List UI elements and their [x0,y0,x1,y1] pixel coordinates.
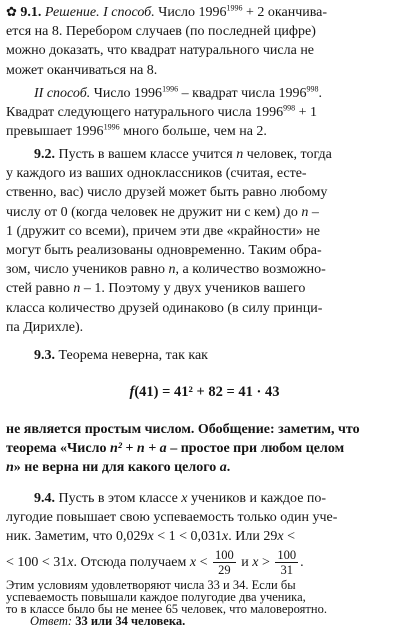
expression: n² + n + a [109,441,167,457]
variable: x [222,529,229,545]
fraction-denominator: 29 [218,563,231,578]
text-span: – [308,204,319,220]
variable: a [219,460,227,476]
fraction-numerator: 100 [277,548,297,563]
fraction-100-31 [275,548,298,577]
solution-9-2 [6,145,404,337]
text-span: – простое при любом целом [166,441,345,457]
text-line: Этим условиям удовлетворяют числа 33 и 34. Если бы [6,578,296,592]
text-span: . [318,86,323,101]
method-label: II способ. [34,86,91,101]
variable: n [168,262,176,278]
text-line: не является простым числом. Обобщение: заметим, что [6,422,360,437]
text-span: < [283,529,295,545]
text-span: учеников и каждое по- [187,491,327,506]
solution-9-1-method-1 [6,2,404,80]
text-span: человек, тогда [243,147,332,162]
variable: x [147,529,154,545]
text-span: превышает 1996 [6,124,104,140]
text-line: успеваемость повышали каждое полугодие два ученика, [6,590,306,604]
text-span: < [196,555,211,570]
problem-number: 9.3. [34,348,55,363]
exponent: 998 [283,103,296,113]
solution-9-1-method-2 [6,84,404,142]
problem-number: 9.1. [20,5,42,20]
text-line: ется на 8. Перебором случаев (по последней цифре) [6,24,316,40]
text-span: и [237,555,253,570]
exponent: 1996 [103,122,120,132]
text-span: Число 1996 [154,5,227,20]
text-span: Квадрат следующего натурального числа 1996 [6,105,284,121]
text-span: Число 1996 [90,86,163,101]
text-line: па Дирихле). [6,319,84,335]
text-line: класса количество друзей одинаково (в силу принци- [6,300,323,316]
formula-text: (41) = 41² + 82 = 41 · 43 [134,384,280,400]
text-span: . [300,555,304,570]
text-span: зом, число учеников равно [6,262,169,278]
fraction-100-29 [213,548,236,577]
variable: n [301,204,309,220]
text-span: Пусть в вашем классе учится [55,147,237,162]
text-line: может оканчиваться на 8. [6,62,158,78]
variable: x [277,529,284,545]
problem-number: 9.2. [34,147,55,162]
text-line: 1 (дружит со всеми), причем эти две «крайности» не [6,223,321,239]
text-span: + 1 [295,105,317,121]
solution-9-3-body [6,420,404,478]
solution-9-4 [6,489,404,547]
text-span: > [258,555,274,570]
text-span: – квадрат числа 1996 [178,86,307,101]
solution-9-3-intro [6,346,404,365]
answer-label: Ответ: [30,614,73,628]
solution-9-4-inequality [6,548,404,578]
text-line: у каждого из ваших одноклассников (считая, есте- [6,166,307,182]
text-span: теорема «Число [6,441,110,457]
text-span: числу от 0 (когда человек не дружит ни с кем) до [6,204,302,220]
text-line: ственно, вас) число друзей может быть равно любому [6,185,328,201]
text-span: . Отсюда получаем [73,555,190,570]
variable: x [181,491,188,506]
exponent: 998 [306,84,319,94]
text-span: Теорема неверна, так как [55,348,208,363]
variable: x [252,555,259,570]
variable: x [189,555,197,570]
fraction-denominator: 31 [280,563,293,578]
text-span: . Или 29 [228,529,278,545]
text-line: лугодие повышает свою успеваемость только один уче- [6,510,338,526]
text-span: стей равно [6,281,74,297]
solution-9-4-conclusion [6,579,404,627]
text-span: » не верна ни для какого целого [13,460,220,476]
exponent: 1996 [226,3,243,13]
text-line: то в классе было бы не менее 65 человек, что маловероятно. [6,602,327,616]
formula-f41 [0,384,409,401]
text-span: < 1 < 0,031 [153,529,223,545]
method-label: Решение. I способ. [44,5,155,20]
answer-text: 33 или 34 человека. [72,614,186,628]
variable: n [6,460,14,476]
variable: n [236,147,244,162]
problem-number: 9.4. [34,491,55,506]
text-span: < 100 < 31 [6,555,68,570]
variable: n [73,281,81,297]
text-line: можно доказать, что квадрат натурального числа не [6,43,315,59]
fraction-numerator: 100 [214,548,234,563]
exponent: 1996 [162,84,179,94]
text-span: Пусть в этом классе [55,491,182,506]
text-span: , а количество возможно- [175,262,326,278]
text-span: + 2 оканчива- [242,5,328,20]
variable: x [67,555,74,570]
text-span: ник. Заметим, что 0,029 [6,529,148,545]
text-span: . [226,460,231,476]
variable: f [129,384,135,400]
text-span: – 1. Поэтому у двух учеников вашего [80,281,306,297]
text-span: много больше, чем на 2. [119,124,267,140]
text-line: могут быть реализованы одновременно. Таким обра- [6,243,322,259]
flower-icon: ✿ [6,4,17,19]
